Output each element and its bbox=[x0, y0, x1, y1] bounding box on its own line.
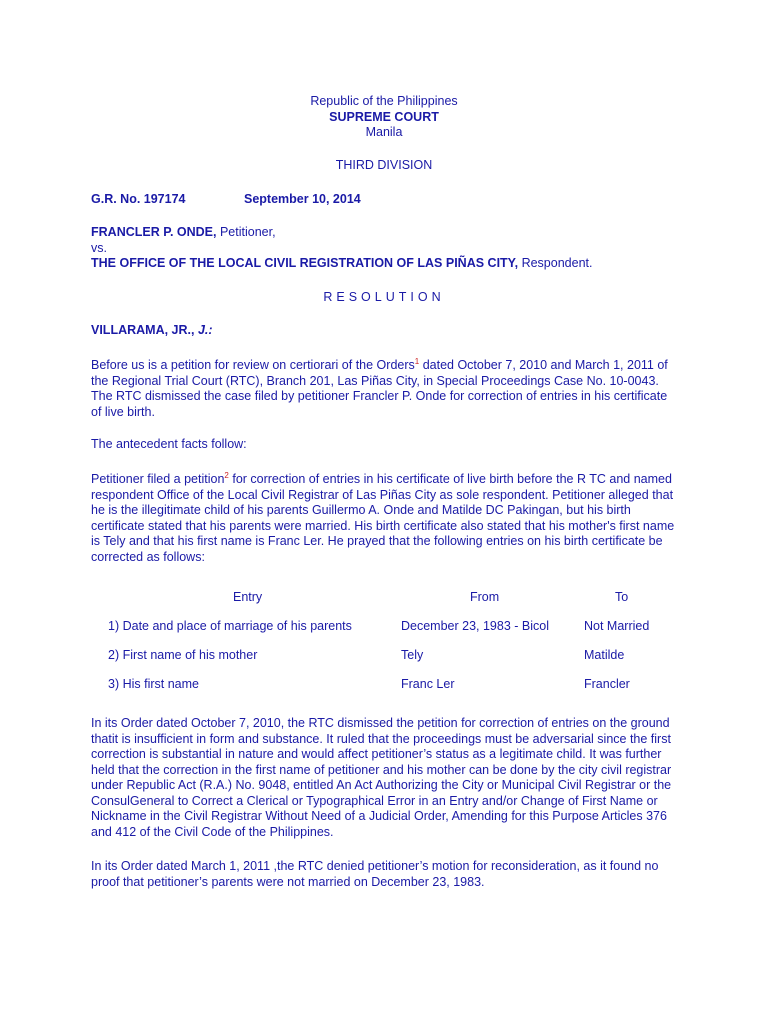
gr-number: G.R. No. 197174 bbox=[91, 192, 186, 206]
case-number-line bbox=[91, 192, 361, 208]
footnote-link-2[interactable]: 2 bbox=[224, 470, 229, 480]
table-cell-from: Franc Ler bbox=[401, 677, 455, 691]
versus-label: vs. bbox=[91, 240, 107, 255]
paragraph-3 bbox=[91, 472, 681, 565]
paragraph-2: The antecedent facts follow: bbox=[91, 437, 247, 451]
footnote-link-1[interactable]: 1 bbox=[414, 356, 420, 366]
table-cell-to: Matilde bbox=[584, 648, 625, 662]
ponente-line bbox=[91, 323, 681, 339]
ponente-title: J.: bbox=[197, 323, 213, 337]
column-header-from: From bbox=[470, 590, 500, 604]
paragraph-1-text-a: Before us is a petition for review on certiorari of the Orders bbox=[91, 358, 415, 372]
decision-date: September 10, 2014 bbox=[244, 192, 361, 206]
paragraph-1-text-b: dated October 7, 2010 and March 1, 2011 of the Regional Trial Court (RTC), Branch 201, Las Piñas City, in Special Proceedings Case No. 10-0043. The RTC dismissed the case filed by petitioner Francler P. Onde for correction of entries in his certificate of live birth. bbox=[91, 358, 668, 419]
court-city: Manila bbox=[365, 125, 403, 139]
petitioner-role: Petitioner, bbox=[216, 225, 276, 239]
petitioner-name: FRANCLER P. ONDE, bbox=[91, 225, 217, 239]
column-header-entry: Entry bbox=[233, 590, 263, 604]
paragraph-3-text-a: Petitioner filed a petition bbox=[91, 472, 225, 486]
table-cell-to: Not Married bbox=[584, 619, 650, 633]
paragraph-1 bbox=[91, 358, 681, 420]
table-row bbox=[91, 648, 691, 677]
paragraph-5: In its Order dated March 1, 2011 ,the RTC denied petitioner’s motion for reconsideration, as it found no proof that petitioner’s parents were not married on December 23, 1983. bbox=[91, 859, 659, 889]
table-row bbox=[91, 619, 691, 648]
parties-block bbox=[91, 225, 681, 272]
table-cell-entry: 2) First name of his mother bbox=[108, 648, 258, 662]
table-row bbox=[91, 677, 691, 706]
resolution-title: RESOLUTION bbox=[323, 290, 445, 304]
republic-line: Republic of the Philippines bbox=[310, 94, 458, 108]
corrections-table bbox=[91, 590, 691, 706]
table-cell-to: Francler bbox=[584, 677, 630, 691]
respondent-role: Respondent. bbox=[518, 256, 593, 270]
table-cell-from: December 23, 1983 - Bicol bbox=[401, 619, 549, 633]
column-header-to: To bbox=[615, 590, 629, 604]
court-header bbox=[0, 94, 768, 141]
respondent-name: THE OFFICE OF THE LOCAL CIVIL REGISTRATION OF LAS PIÑAS CITY, bbox=[91, 256, 519, 270]
table-cell-entry: 3) His first name bbox=[108, 677, 199, 691]
ponente-name: VILLARAMA, JR., bbox=[91, 323, 198, 337]
court-name: SUPREME COURT bbox=[329, 109, 439, 124]
table-header-row bbox=[91, 590, 691, 619]
paragraph-3-text-b: for correction of entries in his certificate of live birth before the R TC and named respondent Office of the Local Civil Registrar of Las Piñas City as sole respondent. Petitioner alleged that he is the illegitimate child of his parents Guillermo A. Onde and Matilde DC Pakingan, but his birth certificate stated that his parents were married. His birth certificate also stated that his mother's first name is Tely and that his first name is Franc Ler. He prayed that the following entries on his birth certificate be corrected as follows: bbox=[91, 472, 675, 564]
division-title: THIRD DIVISION bbox=[335, 158, 433, 172]
paragraph-4: In its Order dated October 7, 2010, the RTC dismissed the petition for correction of entries on the ground thatit is insufficient in form and substance. It ruled that the proceedings must be adversarial since the first correction is substantial in nature and would affect petitioner’s status as a legitimate child. It was further held that the correction in the first name of petitioner and his mother can be done by the city civil registrar under Republic Act (R.A.) No. 9048, entitled An Act Authorizing the City or Municipal Civil Registrar or the ConsulGeneral to Correct a Clerical or Typographical Error in an Entry and/or Change of First Name or Nickname in the Civil Registrar Without Need of a Judicial Order, Amending for this Purpose Articles 376 and 412 of the Civil Code of the Philippines. bbox=[91, 716, 672, 839]
table-cell-entry: 1) Date and place of marriage of his parents bbox=[108, 619, 352, 633]
table-cell-from: Tely bbox=[401, 648, 424, 662]
